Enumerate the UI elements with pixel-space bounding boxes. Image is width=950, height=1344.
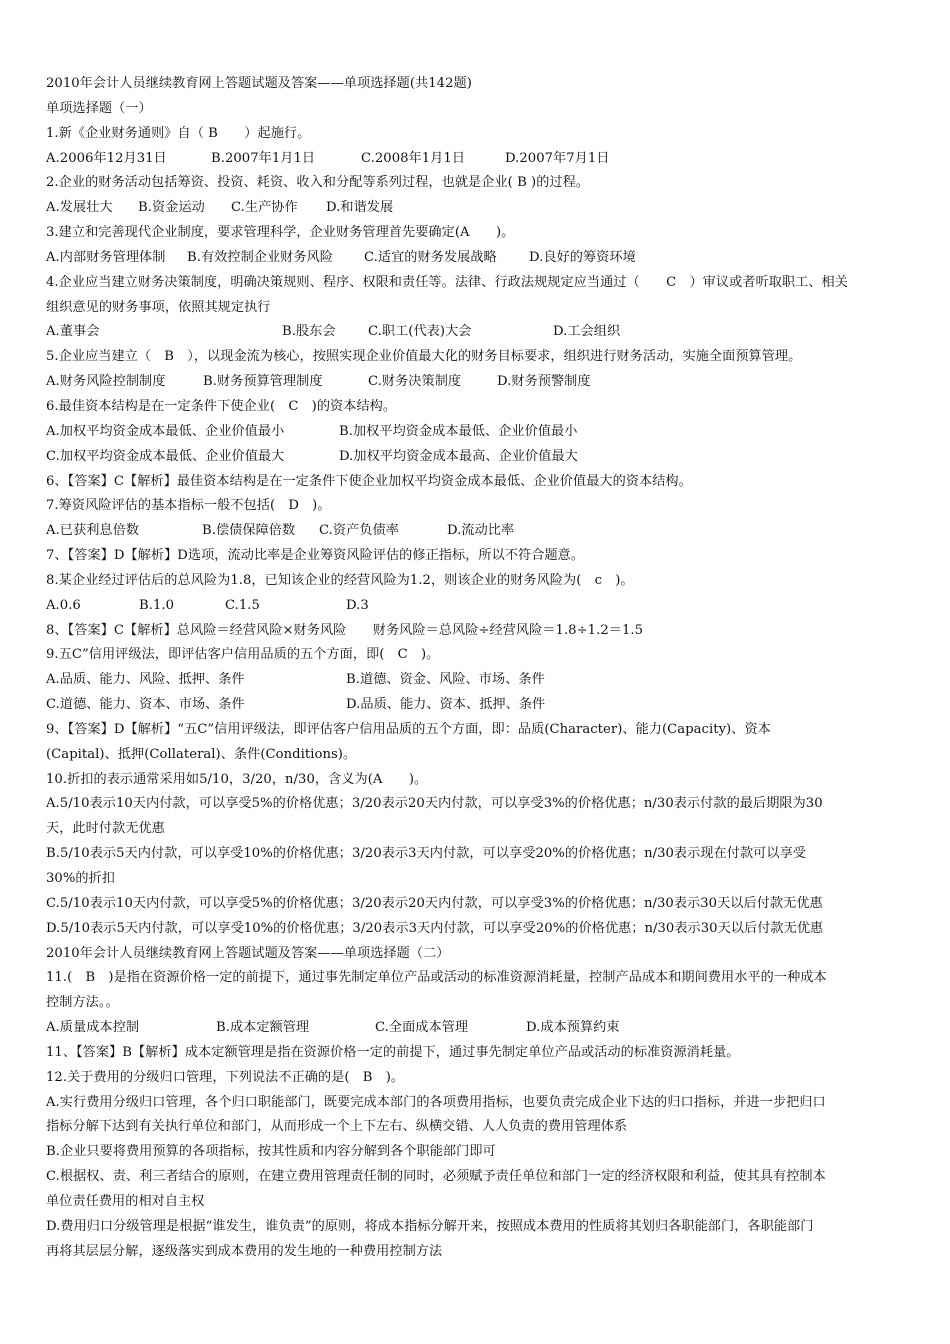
option-c: C.加权平均资金成本最低、企业价值最大: [46, 448, 285, 464]
option-d: D.2007年7月1日: [505, 150, 610, 166]
answer-explanation: 7、【答案】D【解析】D选项，流动比率是企业筹资风险评估的修正指标，所以不符合题意。: [46, 548, 585, 564]
option-row: [46, 320, 906, 345]
option-b: B.股东会: [282, 324, 336, 340]
question-stem: 4.企业应当建立财务决策制度，明确决策规则、程序、权限和责任等。法律、行政法规规定应当通过（ C ）审议或者听取职工、相关: [46, 274, 848, 290]
option-row: [46, 693, 906, 718]
option-b: B.有效控制企业财务风险: [187, 249, 334, 265]
option-a: A.内部财务管理体制: [46, 249, 166, 265]
option-c-continued: 单位责任费用的相对自主权: [46, 1193, 205, 1209]
option-b: B.成本定额管理: [216, 1020, 310, 1036]
option-d: D.成本预算约束: [526, 1020, 620, 1036]
option-b: B.道德、资金、风险、市场、条件: [346, 672, 545, 688]
option-a: A.已获利息倍数: [46, 523, 140, 539]
question-stem-continued: 组织意见的财务事项，依照其规定执行: [46, 299, 271, 315]
option-a: A.发展壮大: [46, 200, 113, 216]
document-body: [46, 72, 906, 1265]
option-b: B.偿债保障倍数: [202, 523, 296, 539]
option-c: C.生产协作: [231, 200, 298, 216]
option-b-continued: 30%的折扣: [46, 871, 116, 886]
section-heading: 单项选择题（一）: [46, 100, 152, 116]
option-b: B.资金运动: [138, 200, 205, 216]
question-stem-continued: 控制方法。。: [46, 995, 119, 1011]
section-heading: 2010年会计人员继续教育网上答题试题及答案——单项选择题（二）: [46, 945, 450, 961]
answer-explanation: 9、【答案】D【解析】“五C”信用评级法，即评估客户信用品质的五个方面，即：品质(Character)、能力(Capacity)、资本: [46, 721, 771, 737]
document-title: 2010年会计人员继续教育网上答题试题及答案——单项选择题(共142题): [46, 76, 472, 91]
question-stem: 2.企业的财务活动包括筹资、投资、耗资、收入和分配等系列过程，也就是企业( B )的过程。: [46, 175, 590, 191]
option-d: D.财务预警制度: [497, 374, 591, 390]
option-row: [46, 594, 906, 619]
option-a: A.董事会: [46, 324, 100, 340]
question-stem: 7.筹资风险评估的基本指标一般不包括( D )。: [46, 498, 331, 514]
option-c: C.道德、能力、资本、市场、条件: [46, 697, 245, 713]
option-b: B.2007年1月1日: [211, 150, 316, 166]
option-d: D.品质、能力、资本、抵押、条件: [346, 697, 546, 713]
question-stem: 6.最佳资本结构是在一定条件下使企业( C )的资本结构。: [46, 398, 397, 414]
option-c: C.适宜的财务发展战略: [364, 249, 497, 265]
option-d: D.费用归口分级管理是根据“谁发生，谁负责”的原则，将成本指标分解开来，按照成本费用的性质将其划归各职能部门，各职能部门: [46, 1218, 814, 1234]
option-c: C.资产负债率: [319, 523, 399, 539]
option-c: C.财务决策制度: [368, 374, 462, 390]
option-d: D.良好的筹资环境: [529, 249, 636, 265]
option-a: A.0.6: [46, 597, 81, 613]
option-a-continued: 天，此时付款无优惠: [46, 821, 165, 837]
option-d: D.流动比率: [447, 523, 515, 539]
option-c: C.5/10表示10天内付款，可以享受5%的价格优惠；3/20表示20天内付款，可以享受3%的价格优惠；n/30表示30天以后付款无优惠: [46, 895, 823, 911]
option-row: [46, 1016, 906, 1041]
option-a: A.财务风险控制制度: [46, 374, 166, 390]
question-stem: 1.新《企业财务通则》自（ B ）起施行。: [46, 125, 311, 141]
option-c: C.根据权、责、利三者结合的原则，在建立费用管理责任制的同时，必须赋予责任单位和部门一定的经济权限和利益，使其具有控制本: [46, 1169, 826, 1185]
option-row: [46, 246, 906, 271]
question-stem: 11.( B )是指在资源价格一定的前提下，通过事先制定单位产品或活动的标准资源消耗量，控制产品成本和期间费用水平的一种成本: [46, 970, 827, 986]
answer-explanation: 6、【答案】C【解析】最佳资本结构是在一定条件下使企业加权平均资金成本最低、企业价值最大的资本结构。: [46, 473, 692, 489]
option-b: B.1.0: [139, 597, 175, 613]
option-row: [46, 519, 906, 544]
question-stem: 10.折扣的表示通常采用如5/10，3/20，n/30，含义为(A )。: [46, 771, 428, 787]
question-stem: 5.企业应当建立（ B ），以现金流为核心，按照实现企业价值最大化的财务目标要求，组织进行财务活动，实施全面预算管理。: [46, 349, 802, 365]
option-a: A.实行费用分级归口管理，各个归口职能部门，既要完成本部门的各项费用指标，也要负责完成企业下达的归口指标，并进一步把归口: [46, 1094, 826, 1110]
option-c: C.2008年1月1日: [361, 150, 466, 166]
question-stem: 9.五C”信用评级法，即评估客户信用品质的五个方面，即( C )。: [46, 647, 440, 663]
option-d: D.5/10表示5天内付款，可以享受10%的价格优惠；3/20表示3天内付款，可以享受20%的价格优惠；n/30表示30天以后付款无优惠: [46, 920, 824, 936]
question-stem: 3.建立和完善现代企业制度，要求管理科学，企业财务管理首先要确定(A )。: [46, 225, 515, 241]
option-b: B.财务预算管理制度: [203, 374, 323, 390]
option-row: [46, 147, 906, 172]
option-b: B.5/10表示5天内付款，可以享受10%的价格优惠；3/20表示3天内付款，可以享受20%的价格优惠；n/30表示现在付款可以享受: [46, 846, 806, 862]
question-stem: 12.关于费用的分级归口管理，下列说法不正确的是( B )。: [46, 1069, 405, 1085]
option-d: D.3: [346, 597, 369, 613]
option-row: [46, 445, 906, 470]
option-a: A.加权平均资金成本最低、企业价值最小: [46, 423, 285, 439]
option-d: D.工会组织: [553, 324, 621, 340]
answer-explanation: 8、【答案】C【解析】总风险＝经营风险×财务风险 财务风险＝总风险÷经营风险＝1.8÷1.2＝1.5: [46, 622, 644, 638]
option-a: A.2006年12月31日: [46, 150, 167, 166]
option-b: B.加权平均资金成本最低、企业价值最小: [339, 423, 578, 439]
option-d: D.和谐发展: [326, 200, 394, 216]
option-c: C.1.5: [225, 597, 260, 613]
option-d: D.加权平均资金成本最高、企业价值最大: [339, 448, 578, 464]
option-row: [46, 370, 906, 395]
option-row: [46, 420, 906, 445]
option-row: [46, 196, 906, 221]
option-c: C.职工(代表)大会: [368, 324, 472, 340]
option-b: B.企业只要将费用预算的各项指标，按其性质和内容分解到各个职能部门即可: [46, 1144, 496, 1160]
option-c: C.全面成本管理: [375, 1020, 469, 1036]
option-row: [46, 668, 906, 693]
question-stem: 8.某企业经过评估后的总风险为1.8，已知该企业的经营风险为1.2，则该企业的财务风险为( c )。: [46, 572, 634, 588]
option-d-continued: 再将其层层分解，逐级落实到成本费用的发生地的一种费用控制方法: [46, 1243, 443, 1259]
answer-explanation-continued: (Capital)、抵押(Collateral)、条件(Conditions)。: [46, 746, 357, 762]
option-a: A.质量成本控制: [46, 1020, 140, 1036]
option-a-continued: 指标分解下达到有关执行单位和部门，从而形成一个上下左右、纵横交错、人人负责的费用管理体系: [46, 1119, 628, 1135]
option-a: A.品质、能力、风险、抵押、条件: [46, 672, 245, 688]
answer-explanation: 11、【答案】B【解析】成本定额管理是指在资源价格一定的前提下，通过事先制定单位产品或活动的标准资源消耗量。: [46, 1044, 740, 1060]
option-a: A.5/10表示10天内付款，可以享受5%的价格优惠；3/20表示20天内付款，可以享受3%的价格优惠；n/30表示付款的最后期限为30: [46, 796, 823, 812]
